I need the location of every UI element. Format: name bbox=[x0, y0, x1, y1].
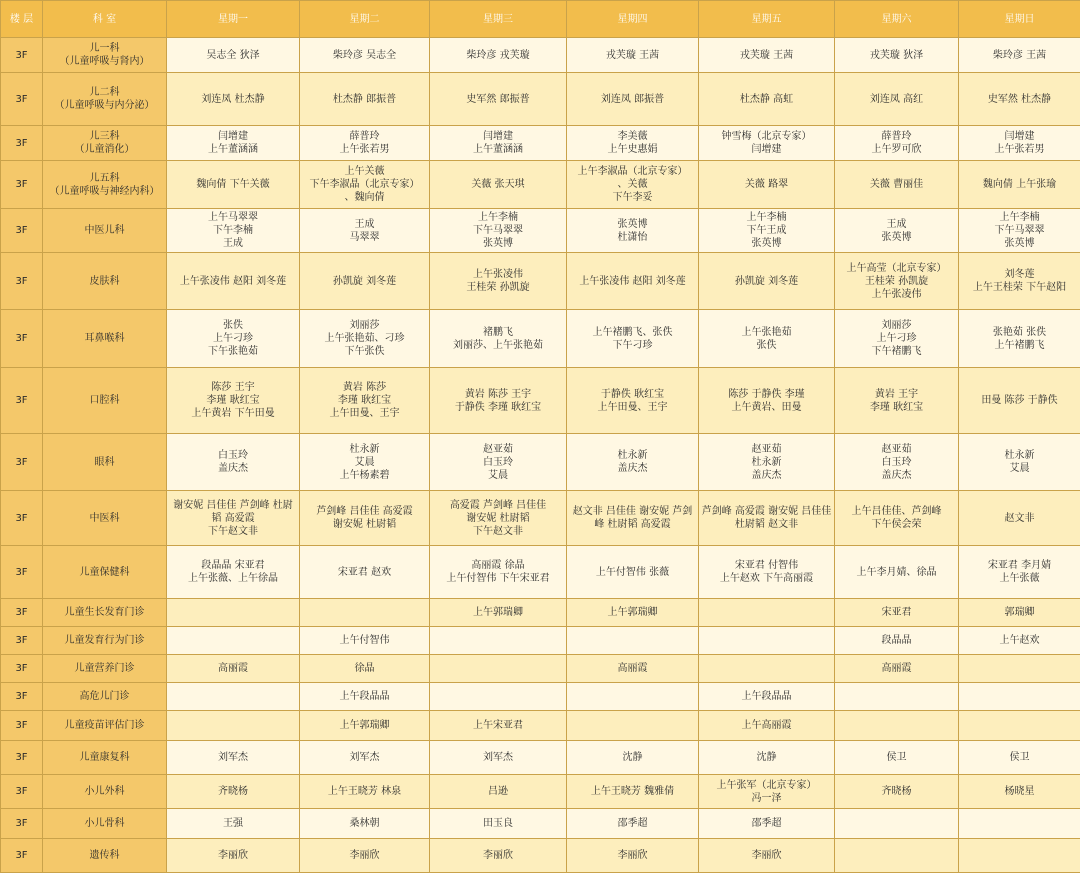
department-cell: 皮肤科 bbox=[43, 253, 167, 310]
doctor-cell: 齐晓杨 bbox=[835, 775, 959, 809]
table-row bbox=[1, 655, 1080, 683]
doctor-cell: 赵文非 bbox=[959, 491, 1080, 546]
doctor-cell bbox=[699, 655, 835, 683]
doctor-cell bbox=[959, 839, 1080, 873]
doctor-cell: 柴玲彦 戎芙璇 bbox=[430, 38, 567, 73]
floor-cell: 3F bbox=[1, 599, 43, 627]
doctor-cell: 上午赵欢 bbox=[959, 627, 1080, 655]
department-cell: 中医科 bbox=[43, 491, 167, 546]
floor-cell: 3F bbox=[1, 741, 43, 775]
doctor-cell: 杜杰静 高虹 bbox=[699, 73, 835, 126]
doctor-cell: 上午张凌伟 赵阳 刘冬莲 bbox=[167, 253, 300, 310]
doctor-cell: 李丽欣 bbox=[567, 839, 699, 873]
department-cell: 儿一科 （儿童呼吸与肾内） bbox=[43, 38, 167, 73]
doctor-cell bbox=[167, 683, 300, 711]
doctor-cell: 杜杰静 郎振普 bbox=[300, 73, 430, 126]
department-cell: 儿二科 （儿童呼吸与内分泌） bbox=[43, 73, 167, 126]
doctor-cell: 芦剑峰 吕佳佳 高爱霞 谢安妮 杜尉韬 bbox=[300, 491, 430, 546]
table-row bbox=[1, 741, 1080, 775]
doctor-cell: 刘丽莎 上午刁珍 下午褚鹏飞 bbox=[835, 310, 959, 368]
doctor-cell: 白玉玲 盖庆杰 bbox=[167, 434, 300, 491]
doctor-cell: 上午付智伟 张薇 bbox=[567, 546, 699, 599]
floor-cell: 3F bbox=[1, 655, 43, 683]
doctor-cell bbox=[430, 627, 567, 655]
doctor-cell bbox=[699, 627, 835, 655]
doctor-cell: 黄岩 王宇 李瑾 耿红宝 bbox=[835, 368, 959, 434]
doctor-cell: 关薇 曹丽佳 bbox=[835, 161, 959, 209]
doctor-cell: 吴志全 狄泽 bbox=[167, 38, 300, 73]
doctor-cell: 高丽霞 徐晶 上午付智伟 下午宋亚君 bbox=[430, 546, 567, 599]
table-row bbox=[1, 161, 1080, 209]
table-row bbox=[1, 209, 1080, 253]
doctor-cell bbox=[959, 809, 1080, 839]
doctor-cell: 上午郭瑞卿 bbox=[567, 599, 699, 627]
doctor-cell bbox=[959, 655, 1080, 683]
floor-cell: 3F bbox=[1, 839, 43, 873]
doctor-cell: 邵季超 bbox=[699, 809, 835, 839]
doctor-cell: 刘连凤 郎振普 bbox=[567, 73, 699, 126]
header-department: 科 室 bbox=[43, 1, 167, 38]
doctor-cell: 高丽霞 bbox=[835, 655, 959, 683]
doctor-cell: 高爱霞 芦剑峰 吕佳佳 谢安妮 杜尉韬 下午赵文非 bbox=[430, 491, 567, 546]
doctor-cell: 刘军杰 bbox=[300, 741, 430, 775]
doctor-cell: 上午李淑晶（北京专家） 、关薇 下午李妥 bbox=[567, 161, 699, 209]
doctor-cell: 段晶晶 bbox=[835, 627, 959, 655]
doctor-cell: 上午李楠 下午马翠翠 张英博 bbox=[430, 209, 567, 253]
doctor-cell: 史军然 杜杰静 bbox=[959, 73, 1080, 126]
doctor-cell: 戎芙璇 狄泽 bbox=[835, 38, 959, 73]
header-row bbox=[1, 1, 1080, 38]
doctor-cell: 上午郭瑞卿 bbox=[430, 599, 567, 627]
floor-cell: 3F bbox=[1, 546, 43, 599]
doctor-cell: 上午高丽霞 bbox=[699, 711, 835, 741]
doctor-cell: 闫增建 上午张若男 bbox=[959, 126, 1080, 161]
department-cell: 遗传科 bbox=[43, 839, 167, 873]
doctor-cell: 黄岩 陈莎 李瑾 耿红宝 上午田曼、王宇 bbox=[300, 368, 430, 434]
doctor-cell: 上午高莹（北京专家） 王桂荣 孙凯旋 上午张凌伟 bbox=[835, 253, 959, 310]
doctor-cell: 侯卫 bbox=[835, 741, 959, 775]
doctor-cell: 戎芙璇 王茜 bbox=[567, 38, 699, 73]
floor-cell: 3F bbox=[1, 683, 43, 711]
doctor-cell: 段晶晶 宋亚君 上午张薇、上午徐晶 bbox=[167, 546, 300, 599]
doctor-cell: 上午张艳茹 张佚 bbox=[699, 310, 835, 368]
floor-cell: 3F bbox=[1, 809, 43, 839]
department-cell: 儿三科 （儿童消化） bbox=[43, 126, 167, 161]
doctor-cell: 上午段晶晶 bbox=[300, 683, 430, 711]
doctor-cell: 李丽欣 bbox=[167, 839, 300, 873]
floor-cell: 3F bbox=[1, 73, 43, 126]
doctor-cell bbox=[835, 711, 959, 741]
doctor-cell: 柴玲彦 吴志全 bbox=[300, 38, 430, 73]
doctor-cell: 赵亚茹 白玉玲 盖庆杰 bbox=[835, 434, 959, 491]
doctor-cell: 高丽霞 bbox=[167, 655, 300, 683]
floor-cell: 3F bbox=[1, 775, 43, 809]
department-cell: 耳鼻喉科 bbox=[43, 310, 167, 368]
doctor-cell: 刘军杰 bbox=[430, 741, 567, 775]
doctor-cell: 沈静 bbox=[699, 741, 835, 775]
floor-cell: 3F bbox=[1, 491, 43, 546]
floor-cell: 3F bbox=[1, 310, 43, 368]
doctor-cell: 刘连凤 杜杰静 bbox=[167, 73, 300, 126]
header-monday: 星期一 bbox=[167, 1, 300, 38]
doctor-cell: 赵亚茹 白玉玲 艾晨 bbox=[430, 434, 567, 491]
doctor-cell bbox=[959, 683, 1080, 711]
doctor-cell: 齐晓杨 bbox=[167, 775, 300, 809]
doctor-cell: 上午关薇 下午李淑晶（北京专家） 、魏向倩 bbox=[300, 161, 430, 209]
doctor-cell: 陈莎 于静佚 李瑾 上午黄岩、田曼 bbox=[699, 368, 835, 434]
floor-cell: 3F bbox=[1, 38, 43, 73]
doctor-cell: 宋亚君 李月婧 上午张薇 bbox=[959, 546, 1080, 599]
doctor-cell: 闫增建 上午董涵涵 bbox=[167, 126, 300, 161]
doctor-cell: 吕逊 bbox=[430, 775, 567, 809]
doctor-cell: 柴玲彦 王茜 bbox=[959, 38, 1080, 73]
doctor-cell bbox=[167, 599, 300, 627]
schedule-body bbox=[1, 38, 1080, 873]
doctor-cell bbox=[835, 683, 959, 711]
doctor-cell: 李丽欣 bbox=[699, 839, 835, 873]
doctor-cell: 魏向倩 上午张瑜 bbox=[959, 161, 1080, 209]
doctor-cell: 王成 张英博 bbox=[835, 209, 959, 253]
department-cell: 儿童生长发育门诊 bbox=[43, 599, 167, 627]
doctor-cell: 钟雪梅（北京专家） 闫增建 bbox=[699, 126, 835, 161]
table-row bbox=[1, 683, 1080, 711]
doctor-cell: 于静佚 耿红宝 上午田曼、王宇 bbox=[567, 368, 699, 434]
doctor-cell: 刘冬莲 上午王桂荣 下午赵阳 bbox=[959, 253, 1080, 310]
department-cell: 儿童保健科 bbox=[43, 546, 167, 599]
table-row bbox=[1, 491, 1080, 546]
doctor-cell bbox=[835, 809, 959, 839]
doctor-cell: 张艳茹 张佚 上午褚鹏飞 bbox=[959, 310, 1080, 368]
doctor-cell: 张佚 上午刁珍 下午张艳茹 bbox=[167, 310, 300, 368]
table-row bbox=[1, 839, 1080, 873]
doctor-cell: 上午张凌伟 赵阳 刘冬莲 bbox=[567, 253, 699, 310]
department-cell: 儿五科 （儿童呼吸与神经内科） bbox=[43, 161, 167, 209]
doctor-cell: 魏向倩 下午关薇 bbox=[167, 161, 300, 209]
doctor-cell: 王成 马翠翠 bbox=[300, 209, 430, 253]
table-row bbox=[1, 599, 1080, 627]
doctor-cell: 徐晶 bbox=[300, 655, 430, 683]
doctor-cell: 李丽欣 bbox=[300, 839, 430, 873]
doctor-cell bbox=[300, 599, 430, 627]
table-row bbox=[1, 809, 1080, 839]
doctor-cell: 上午付智伟 bbox=[300, 627, 430, 655]
doctor-cell: 杜永新 盖庆杰 bbox=[567, 434, 699, 491]
doctor-cell: 孙凯旋 刘冬莲 bbox=[300, 253, 430, 310]
department-cell: 儿童发育行为门诊 bbox=[43, 627, 167, 655]
doctor-cell: 邵季超 bbox=[567, 809, 699, 839]
doctor-cell bbox=[430, 655, 567, 683]
doctor-cell bbox=[167, 627, 300, 655]
department-cell: 小儿外科 bbox=[43, 775, 167, 809]
doctor-cell: 桑林朝 bbox=[300, 809, 430, 839]
doctor-cell: 刘军杰 bbox=[167, 741, 300, 775]
doctor-cell: 上午褚鹏飞、张佚 下午刁珍 bbox=[567, 310, 699, 368]
table-row bbox=[1, 253, 1080, 310]
doctor-cell: 关薇 路翠 bbox=[699, 161, 835, 209]
doctor-cell: 薛普玲 上午张若男 bbox=[300, 126, 430, 161]
doctor-cell: 上午郭瑞卿 bbox=[300, 711, 430, 741]
doctor-cell: 田玉良 bbox=[430, 809, 567, 839]
doctor-cell: 刘连凤 高红 bbox=[835, 73, 959, 126]
department-cell: 中医儿科 bbox=[43, 209, 167, 253]
table-row bbox=[1, 126, 1080, 161]
doctor-cell: 上午王晓芳 魏雅倩 bbox=[567, 775, 699, 809]
department-cell: 儿童康复科 bbox=[43, 741, 167, 775]
floor-cell: 3F bbox=[1, 368, 43, 434]
doctor-cell: 刘丽莎 上午张艳茹、刁珍 下午张佚 bbox=[300, 310, 430, 368]
department-cell: 儿童疫苗评估门诊 bbox=[43, 711, 167, 741]
floor-cell: 3F bbox=[1, 434, 43, 491]
table-row bbox=[1, 711, 1080, 741]
doctor-cell: 黄岩 陈莎 王宇 于静佚 李瑾 耿红宝 bbox=[430, 368, 567, 434]
doctor-cell: 郭瑞卿 bbox=[959, 599, 1080, 627]
doctor-cell: 上午李楠 下午王成 张英博 bbox=[699, 209, 835, 253]
doctor-cell: 史军然 郎振普 bbox=[430, 73, 567, 126]
doctor-cell: 谢安妮 吕佳佳 芦剑峰 杜尉韬 高爱霞 下午赵文非 bbox=[167, 491, 300, 546]
doctor-cell: 王强 bbox=[167, 809, 300, 839]
doctor-cell: 上午张军（北京专家） 冯一泽 bbox=[699, 775, 835, 809]
doctor-cell: 沈静 bbox=[567, 741, 699, 775]
department-cell: 小儿骨科 bbox=[43, 809, 167, 839]
doctor-cell: 杨晓星 bbox=[959, 775, 1080, 809]
doctor-cell: 李美薇 上午史惠娟 bbox=[567, 126, 699, 161]
floor-cell: 3F bbox=[1, 126, 43, 161]
doctor-cell: 孙凯旋 刘冬莲 bbox=[699, 253, 835, 310]
doctor-cell: 宋亚君 赵欢 bbox=[300, 546, 430, 599]
doctor-cell bbox=[430, 683, 567, 711]
doctor-cell: 上午吕佳佳、芦剑峰 下午侯会荣 bbox=[835, 491, 959, 546]
department-cell: 眼科 bbox=[43, 434, 167, 491]
doctor-cell: 李丽欣 bbox=[430, 839, 567, 873]
doctor-cell bbox=[567, 683, 699, 711]
doctor-cell: 上午李楠 下午马翠翠 张英博 bbox=[959, 209, 1080, 253]
department-cell: 高危儿门诊 bbox=[43, 683, 167, 711]
doctor-cell: 宋亚君 bbox=[835, 599, 959, 627]
floor-cell: 3F bbox=[1, 161, 43, 209]
doctor-cell: 杜永新 艾晨 bbox=[959, 434, 1080, 491]
doctor-cell: 上午马翠翠 下午李楠 王成 bbox=[167, 209, 300, 253]
table-row bbox=[1, 38, 1080, 73]
doctor-cell: 上午王晓芳 林泉 bbox=[300, 775, 430, 809]
doctor-cell: 芦剑峰 高爱霞 谢安妮 吕佳佳 杜尉韬 赵文非 bbox=[699, 491, 835, 546]
table-row bbox=[1, 73, 1080, 126]
table-row bbox=[1, 310, 1080, 368]
table-row bbox=[1, 546, 1080, 599]
header-thursday: 星期四 bbox=[567, 1, 699, 38]
doctor-cell: 侯卫 bbox=[959, 741, 1080, 775]
doctor-cell: 赵文非 吕佳佳 谢安妮 芦剑峰 杜尉韬 高爱霞 bbox=[567, 491, 699, 546]
doctor-cell bbox=[699, 599, 835, 627]
table-row bbox=[1, 434, 1080, 491]
floor-cell: 3F bbox=[1, 627, 43, 655]
department-cell: 儿童营养门诊 bbox=[43, 655, 167, 683]
doctor-cell: 上午段晶晶 bbox=[699, 683, 835, 711]
doctor-cell bbox=[567, 627, 699, 655]
doctor-cell: 张英博 杜潇怡 bbox=[567, 209, 699, 253]
doctor-cell: 上午张凌伟 王桂荣 孙凯旋 bbox=[430, 253, 567, 310]
table-row bbox=[1, 627, 1080, 655]
doctor-cell bbox=[835, 839, 959, 873]
floor-cell: 3F bbox=[1, 253, 43, 310]
doctor-cell: 上午李月婧、徐晶 bbox=[835, 546, 959, 599]
doctor-cell: 薛普玲 上午罗可欣 bbox=[835, 126, 959, 161]
table-row bbox=[1, 368, 1080, 434]
header-saturday: 星期六 bbox=[835, 1, 959, 38]
table-row bbox=[1, 775, 1080, 809]
doctor-cell bbox=[959, 711, 1080, 741]
doctor-cell: 赵亚茹 杜永新 盖庆杰 bbox=[699, 434, 835, 491]
header-floor: 楼 层 bbox=[1, 1, 43, 38]
doctor-cell: 戎芙璇 王茜 bbox=[699, 38, 835, 73]
doctor-cell: 陈莎 王宇 李瑾 耿红宝 上午黄岩 下午田曼 bbox=[167, 368, 300, 434]
header-sunday: 星期日 bbox=[959, 1, 1080, 38]
doctor-cell: 高丽霞 bbox=[567, 655, 699, 683]
doctor-cell: 田曼 陈莎 于静佚 bbox=[959, 368, 1080, 434]
doctor-cell: 杜永新 艾晨 上午杨素碧 bbox=[300, 434, 430, 491]
floor-cell: 3F bbox=[1, 711, 43, 741]
doctor-cell: 宋亚君 付智伟 上午赵欢 下午高丽霞 bbox=[699, 546, 835, 599]
doctor-cell bbox=[567, 711, 699, 741]
doctor-cell: 褚鹏飞 刘丽莎、上午张艳茹 bbox=[430, 310, 567, 368]
floor-cell: 3F bbox=[1, 209, 43, 253]
header-tuesday: 星期二 bbox=[300, 1, 430, 38]
doctor-cell: 闫增建 上午董涵涵 bbox=[430, 126, 567, 161]
doctor-cell bbox=[167, 711, 300, 741]
doctor-cell: 上午宋亚君 bbox=[430, 711, 567, 741]
header-wednesday: 星期三 bbox=[430, 1, 567, 38]
department-cell: 口腔科 bbox=[43, 368, 167, 434]
doctor-cell: 关薇 张天琪 bbox=[430, 161, 567, 209]
header-friday: 星期五 bbox=[699, 1, 835, 38]
